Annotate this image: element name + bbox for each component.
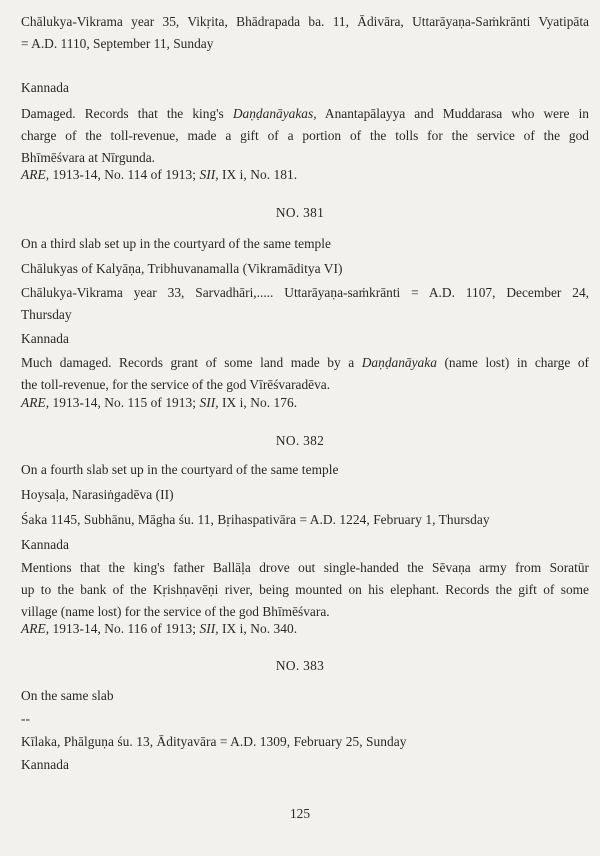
summary-line: the toll-revenue, for the service of the god Vīrēśvaradēva.: [21, 377, 331, 392]
entry-380-date: [21, 11, 589, 55]
entry-383-heading: NO. 383: [275, 658, 325, 673]
entry-382-heading: NO. 382: [275, 433, 325, 448]
date-line: = A.D. 1110, September 11, Sunday: [21, 36, 214, 51]
date-line: Thursday: [21, 307, 72, 322]
summary-line: charge of the toll-revenue, made a gift of a portion of the tolls for the service of the god: [21, 128, 589, 143]
summary-line: up to the bank of the Kṛishṇavēṇi river, being mounted on his elephant. Records the gift of some: [21, 582, 589, 597]
entry-380-language: Kannada: [21, 80, 69, 95]
entry-382-language: Kannada: [21, 537, 69, 552]
entry-381-language: Kannada: [21, 331, 69, 346]
entry-381-reference: ARE, 1913-14, No. 115 of 1913; SII, IX i, No. 176.: [21, 395, 298, 410]
italic-term: Daṇḍanāyaka: [361, 355, 437, 370]
entry-380-summary: [21, 103, 589, 169]
date-line: Chālukya-Vikrama year 35, Vikṛita, Bhādrapada ba. 11, Ādivāra, Uttarāyaṇa-Saṁkrānti Vyatipāta: [21, 14, 589, 29]
entry-381-summary: [21, 352, 589, 396]
entry-382-date: Śaka 1145, Subhānu, Māgha śu. 11, Bṛihaspativāra = A.D. 1224, February 1, Thursday: [21, 512, 490, 527]
entry-383-dynasty: --: [21, 711, 31, 726]
entry-383-location: On the same slab: [21, 688, 114, 703]
entry-383-language: Kannada: [21, 757, 69, 772]
entry-382-dynasty: Hoysaḷa, Narasiṅgadēva (II): [21, 487, 174, 502]
page-number: 125: [289, 806, 311, 821]
entry-380-reference: ARE, 1913-14, No. 114 of 1913; SII, IX i, No. 181.: [21, 167, 298, 182]
entry-381-heading: NO. 381: [275, 205, 325, 220]
date-line: Chālukya-Vikrama year 33, Sarvadhāri,..... Uttarāyaṇa-saṁkrānti = A.D. 1107, December 24,: [21, 285, 589, 300]
entry-381-location: On a third slab set up in the courtyard of the same temple: [21, 236, 332, 251]
summary-line: Mentions that the king's father Ballāḷa drove out single-handed the Sēvaṇa army from Soratūr: [21, 560, 589, 575]
entry-382-location: On a fourth slab set up in the courtyard of the same temple: [21, 462, 339, 477]
italic-term: Daṇḍanāyakas,: [232, 106, 317, 121]
summary-line: Damaged. Records that the king's Daṇḍanāyakas, Anantapālayya and Muddarasa who were in: [21, 106, 589, 121]
summary-line: Bhīmēśvara at Nīrgunda.: [21, 150, 155, 165]
summary-line: village (name lost) for the service of the god Bhīmēśvara.: [21, 604, 330, 619]
summary-line: Much damaged. Records grant of some land made by a Daṇḍanāyaka (name lost) in charge of: [21, 355, 589, 370]
entry-381-date: [21, 282, 589, 326]
entry-381-dynasty: Chālukyas of Kalyāṇa, Tribhuvanamalla (Vikramāditya VI): [21, 261, 343, 276]
entry-382-reference: ARE, 1913-14, No. 116 of 1913; SII, IX i, No. 340.: [21, 621, 298, 636]
entry-382-summary: [21, 557, 589, 623]
entry-383-date: Kīlaka, Phālguṇa śu. 13, Ādityavāra = A.D. 1309, February 25, Sunday: [21, 734, 407, 749]
